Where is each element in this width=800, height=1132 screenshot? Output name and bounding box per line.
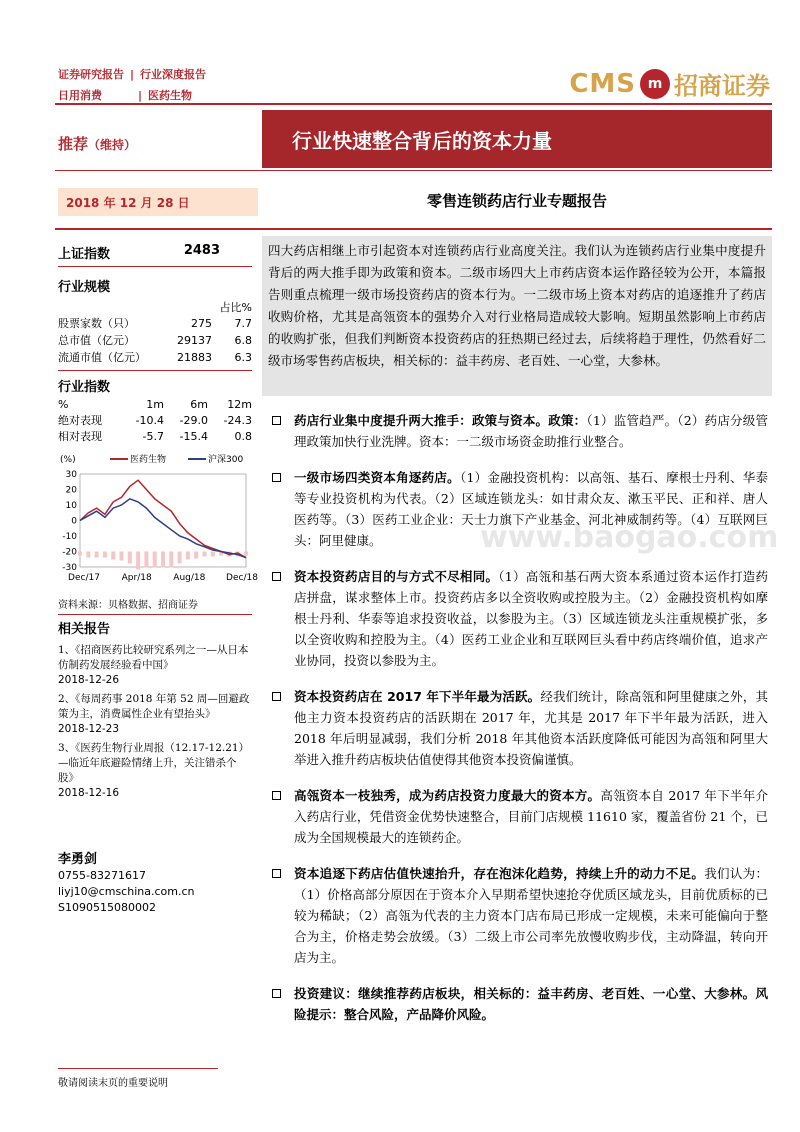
report-date: 2018 年 12 月 28 日 (58, 188, 258, 216)
checkbox-bullet-icon (272, 572, 281, 581)
analyst-name: 李勇剑 (58, 852, 98, 867)
key-point-heading: 高瓴资本一枝独秀，成为药店投资力度最大的资本方。 (294, 788, 601, 803)
x-tick-label: Aug/18 (173, 573, 206, 583)
divider (58, 370, 252, 371)
relative-bar (211, 552, 215, 557)
divider (55, 170, 772, 171)
key-point (272, 785, 768, 848)
y-tick-label: 20 (65, 485, 77, 496)
scale-row (58, 315, 252, 332)
checkbox-bullet-icon (272, 416, 281, 425)
related-report-date: 2018-12-16 (58, 787, 120, 799)
performance-line-chart (58, 452, 258, 587)
key-point-heading: 资本投资药店在 2017 年下半年最为活跃。 (294, 689, 541, 704)
key-point-heading: 一级市场四类资本角逐药店。 (294, 470, 460, 485)
key-point-heading: 药店行业集中度提升两大推手：政策与资本。政策： (294, 413, 587, 428)
key-point-heading: 投资建议：继续推荐药店板块，相关标的：益丰药房、老百姓、一心堂、大参林。风险提示：整合风险，产品降价风险。 (294, 986, 768, 1022)
relative-bar (244, 552, 248, 556)
relative-bar (136, 552, 140, 570)
checkbox-bullet-icon (272, 473, 281, 482)
relative-bar (120, 552, 124, 561)
sector: 日用消费 (58, 89, 102, 102)
report-title: 行业快速整合背后的资本力量 (262, 110, 772, 168)
relative-bar (78, 552, 82, 556)
report-category-header: 证券研究报告 | 行业深度报告 日用消费 | 医药生物 (58, 64, 206, 106)
report-subtype: 行业深度报告 (140, 68, 207, 81)
relative-bar (161, 552, 165, 568)
checkbox-bullet-icon (272, 869, 281, 878)
relative-bar (194, 552, 198, 559)
related-report-title: 1、《招商医药比较研究系列之一—从日本仿制药发展经验看中国》 (58, 644, 249, 671)
report-type: 证券研究报告 (58, 68, 124, 81)
related-report-title: 2、《每周药事 2018 年第 52 周—回避政策为主，消费属性企业有望抬头》 (58, 693, 250, 720)
divider (58, 614, 252, 615)
related-report-item[interactable] (58, 692, 252, 737)
series-line (80, 499, 246, 558)
y-tick-label: -10 (62, 532, 77, 542)
rating: 推荐（维持） (58, 135, 137, 153)
scale-value: 29137 (177, 334, 212, 347)
relative-bar (178, 552, 182, 564)
y-tick-label: 10 (65, 501, 77, 511)
y-tick-label: 0 (71, 516, 77, 527)
scale-value: 21883 (177, 351, 212, 364)
analyst-email[interactable]: liyj10@cmschina.com.cn (58, 885, 195, 898)
relative-bar (128, 552, 132, 564)
key-point (272, 983, 768, 1025)
scale-label: 股票家数（只） (58, 317, 135, 330)
scale-label: 总市值（亿元） (58, 334, 135, 347)
checkbox-bullet-icon (272, 989, 281, 998)
index-chart (58, 452, 258, 587)
y-tick-label: 30 (65, 470, 77, 480)
relative-bar (95, 552, 99, 558)
related-report-date: 2018-12-23 (58, 723, 120, 735)
series-line (80, 480, 246, 558)
scale-pct: 6.3 (234, 351, 252, 364)
key-point-text: （1）金融投资机构：以高瓴、基石、摩根士丹利、华泰等专业投资机构为代表。（2）区域连锁龙头：如甘肃众友、漱玉平民、正和祥、唐人医药等。（3）医药工业企业：天士力旗下产业基金、河北神威制药等。（4）互联网巨头：阿里健康。 (294, 470, 768, 548)
y-tick-label: -30 (62, 563, 77, 573)
key-point-heading: 资本追逐下药店估值快速抬升，存在泡沫化趋势，持续上升的动力不足。 (294, 866, 705, 881)
y-tick-label: -20 (62, 547, 77, 558)
related-report-title: 3、《医药生物行业周报（12.17-12.21）—临近年底避险情绪上升，关注错杀个股》 (58, 742, 250, 784)
relative-bar (111, 552, 115, 560)
index-row: 上证指数 2483 (58, 243, 220, 262)
relative-bar (144, 552, 148, 568)
scale-value: 275 (191, 317, 212, 330)
legend-label: 沪深300 (208, 455, 244, 465)
related-report-date: 2018-12-26 (58, 674, 120, 686)
relative-bar (153, 552, 157, 568)
key-points (272, 410, 768, 1040)
relative-bar (169, 552, 173, 568)
industry-index: 行业指数 % 1m 6m 12m 绝对表现 -10.4 -29.0 -24.3 相对表现 -5.7 -15.4 0.8 (58, 380, 252, 443)
key-point (272, 410, 768, 452)
perf-header: % 1m 6m 12m (58, 398, 252, 411)
analyst-cert: S1090515080002 (58, 901, 156, 914)
x-tick-label: Dec/17 (68, 573, 100, 583)
y-axis-label: (%) (60, 455, 76, 465)
analyst-info (58, 852, 252, 916)
scale-row (58, 332, 252, 349)
footer-note: 敬请阅读末页的重要说明 (58, 1078, 168, 1089)
key-point-text: （1）高瓴和基石两大资本系通过资本运作打造药店拼盘，谋求整体上市。投资药店多以全资收购或控股为主。（2）金融投资机构如摩根士丹利、华泰等追求投资收益，以参股为主。（3）区域连锁龙头注重规模扩张，多以全资收购和控股为主。（4）医药工业企业和互联网巨头看中药店终端价值，追求产业协同，投资以参股为主。 (294, 569, 768, 668)
x-tick-label: Apr/18 (121, 573, 152, 583)
relative-bar (203, 552, 207, 557)
divider (55, 228, 772, 230)
related-report-item[interactable] (58, 643, 252, 688)
key-point-heading: 资本投资药店目的与方式不尽相同。 (294, 569, 499, 584)
analyst-phone: 0755-83271617 (58, 869, 146, 882)
divider (58, 1068, 218, 1069)
relative-bar (86, 552, 90, 558)
related-report-item[interactable] (58, 741, 252, 801)
report-subtitle: 零售连锁药店行业专题报告 (426, 192, 607, 210)
related-reports: 相关报告 1、《招商医药比较研究系列之一—从日本仿制药发展经验看中国》 2018-12-26 2、《每周药事 2018 年第 52 周—回避政策为主，消费属性企业有望抬头》 2018-12-23 3、《医药生物行业周报（12.17-12.21）—临近年底避险情绪上升，关注错杀个股》 2018-12-16 (58, 618, 252, 805)
key-point-text: 高瓴资本自 2017 年下半年介入药店行业，凭借资金优势快速整合，目前门店规模 11610 家，覆盖省份 21 个，已成为全国规模最大的连锁药企。 (294, 788, 768, 845)
logo-mark-icon: m (640, 69, 670, 99)
divider (58, 266, 252, 267)
key-point (272, 566, 768, 671)
key-point-text: （1）监管趋严。（2）药店分级管理政策加快行业洗牌。资本：一二级市场资金助推行业整合。 (294, 413, 768, 449)
scale-pct: 7.7 (234, 317, 252, 330)
industry-scale: 行业规模 占比% 股票家数（只） 275 7.7 总市值（亿元） 29137 6.8 流通市值（亿元） 21883 6.3 (58, 280, 252, 364)
scale-row (58, 349, 252, 366)
key-point-text: 我们认为：（1）价格高部分原因在于资本介入早期希望快速抢夺优质区域龙头，目前优质标的已较为稀缺；（2）高瓴为代表的主力资本门店布局已形成一定规模，未来可能偏向于整合为主，价格走势会放缓。（3）二级上市公司率先放慢收购步伐，主动降温，转向开店为主。 (294, 866, 768, 965)
relative-bar (103, 552, 107, 558)
chart-source: 资料来源：贝格数据、招商证券 (58, 600, 198, 611)
checkbox-bullet-icon (272, 692, 281, 701)
perf-row: 相对表现 -5.7 -15.4 0.8 (58, 430, 252, 443)
key-point (272, 863, 768, 968)
divider (55, 103, 772, 105)
relative-bar (186, 552, 190, 560)
scale-pct: 6.8 (234, 334, 252, 347)
legend-label: 医药生物 (130, 455, 167, 465)
perf-row: 绝对表现 -10.4 -29.0 -24.3 (58, 414, 252, 427)
checkbox-bullet-icon (272, 791, 281, 800)
summary-box: 四大药店相继上市引起资本对连锁药店行业高度关注。我们认为连锁药店行业集中度提升背后的两大推手即为政策和资本。二级市场四大上市药店资本运作路径较为公开，本篇报告则重点梳理一级市场投资药店的资本行为。一二级市场上资本对药店的追逐推升了药店收购价格，尤其是高瓴资本的强势介入对行业格局造成较大影响。短期虽然影响上市药店的收购扩张，但我们判断资本投资药店的狂热期已经过去，后续将趋于理性，仍然看好二级市场零售药店板块，相关标的：益丰药房、老百姓、一心堂，大参林。 (262, 236, 772, 396)
watermark: www.baogao.com (480, 520, 779, 555)
key-point-text: 经我们统计，除高瓴和阿里健康之外，其他主力资本投资药店的活跃期在 2017 年，尤其是 2017 年下半年最为活跃，进入 2018 年后明显减弱，我们分析 2018 年其他资本活跃度降低可能因为高瓴和阿里大举进入推升药店板块估值使得其他资本投资偏谨慎。 (294, 689, 768, 767)
cms-logo: CMS m 招商证券 (569, 68, 770, 100)
industry: 医药生物 (148, 89, 193, 102)
x-tick-label: Dec/18 (226, 573, 258, 583)
key-point (272, 686, 768, 770)
scale-label: 流通市值（亿元） (58, 351, 146, 364)
